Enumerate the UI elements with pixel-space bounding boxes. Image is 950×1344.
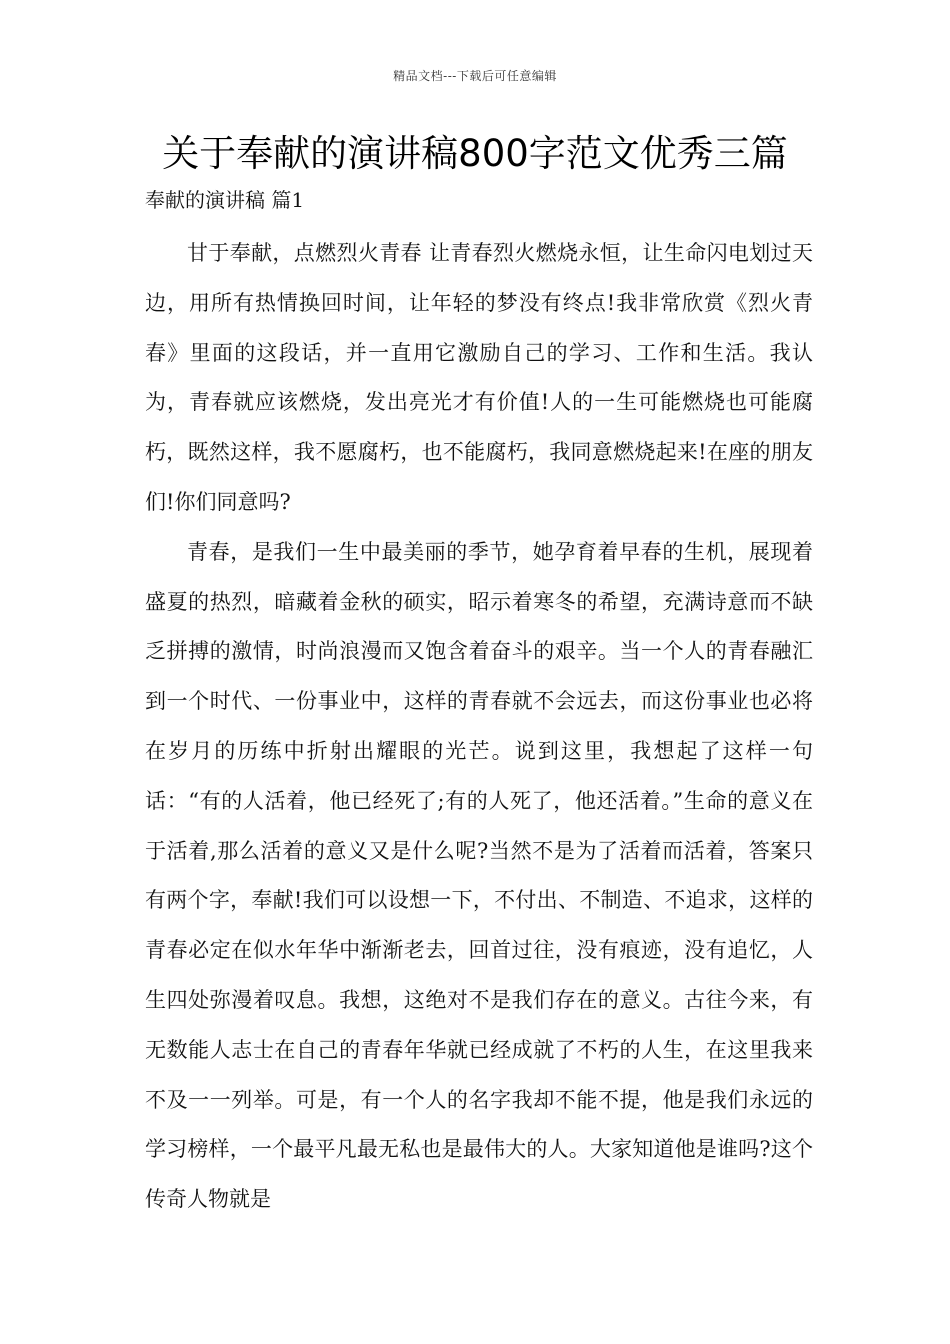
body-text: [145, 229, 813, 1225]
paragraph-1: 甘于奉献，点燃烈火青春 让青春烈火燃烧永恒，让生命闪电划过天边，用所有热情换回时间，让年轻的梦没有终点!我非常欣赏《烈火青春》里面的这段话，并一直用它激励自己的学习、工作和生活。我认为，青春就应该燃烧，发出亮光才有价值!人的一生可能燃烧也可能腐朽，既然这样，我不愿腐朽，也不能腐朽，我同意燃烧起来!在座的朋友们!你们同意吗?: [145, 241, 813, 514]
document-title: 关于奉献的演讲稿800字范文优秀三篇: [162, 132, 788, 175]
paragraph-2: 青春，是我们一生中最美丽的季节，她孕育着早春的生机，展现着盛夏的热烈，暗藏着金秋的硕实，昭示着寒冬的希望，充满诗意而不缺乏拼搏的激情，时尚浪漫而又饱含着奋斗的艰辛。当一个人的青春融汇到一个时代、一份事业中，这样的青春就不会远去，而这份事业也必将在岁月的历练中折射出耀眼的光芒。说到这里，我想起了这样一句话：“有的人活着，他已经死了;有的人死了，他还活着。”生命的意义在于活着,那么活着的意义又是什么呢?当然不是为了活着而活着，答案只有两个字，奉献!我们可以设想一下，不付出、不制造、不追求，这样的青春必定在似水年华中渐渐老去，回首过往，没有痕迹，没有追忆，人生四处弥漫着叹息。我想，这绝对不是我们存在的意义。古往今来，有无数能人志士在自己的青春年华就已经成就了不朽的人生，在这里我来不及一一列举。可是，有一个人的名字我却不能不提，他是我们永远的学习榜样，一个最平凡最无私也是最伟大的人。大家知道他是谁吗?这个传奇人物就是: [145, 539, 813, 1212]
section-heading: 奉献的演讲稿 篇1: [145, 188, 305, 212]
header-note: 精品文档---下载后可任意编辑: [393, 69, 557, 83]
